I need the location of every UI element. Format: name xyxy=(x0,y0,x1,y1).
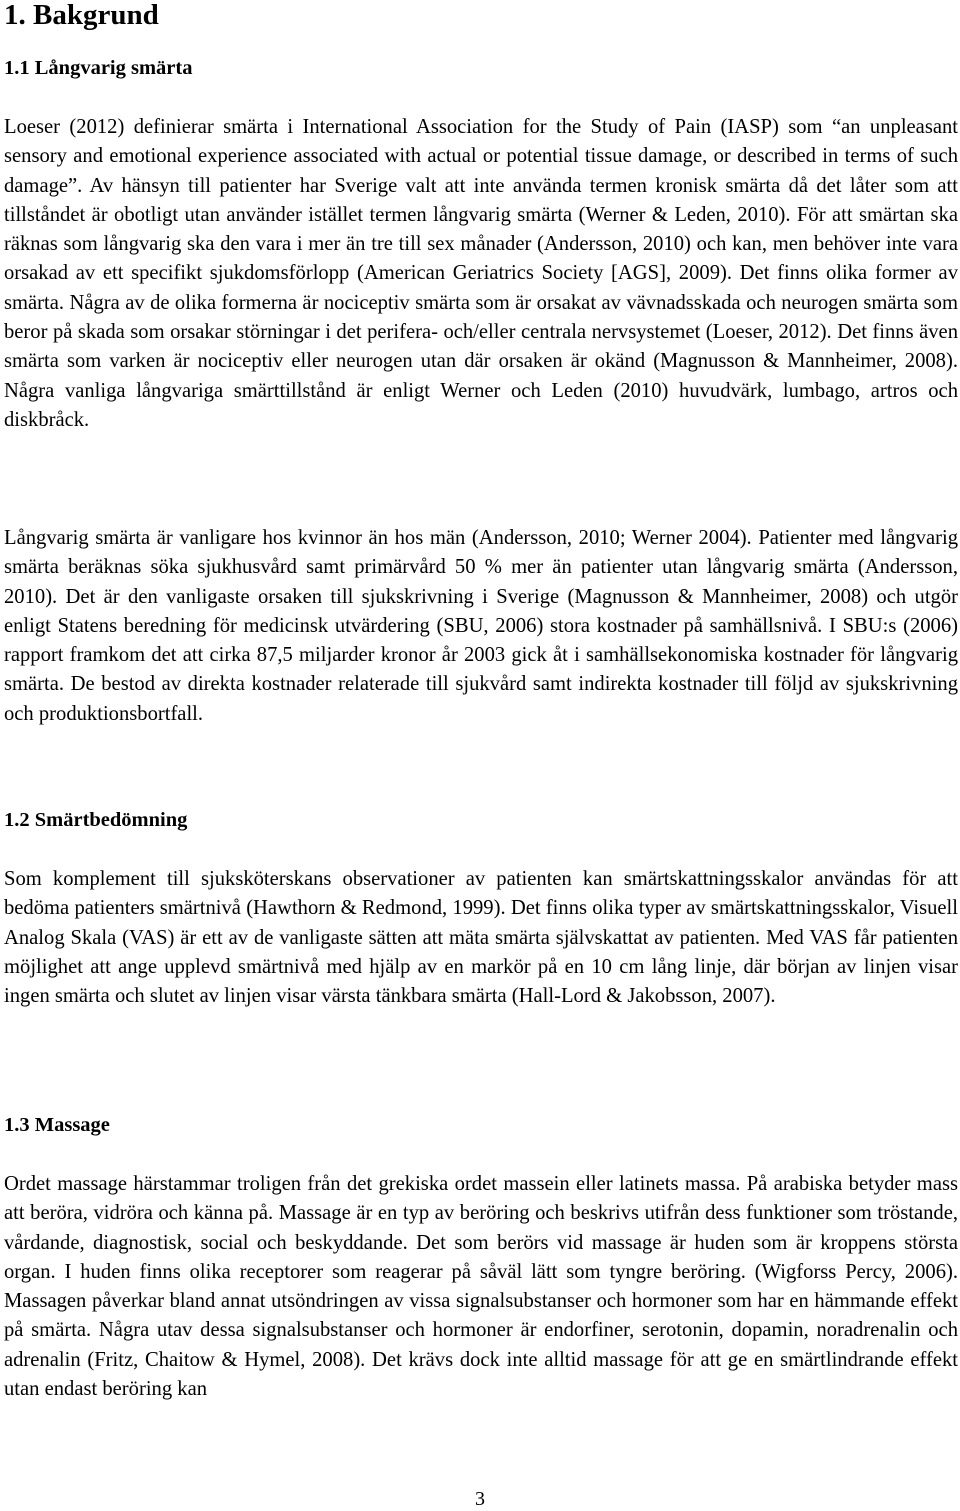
paragraph-1-3: Ordet massage härstammar troligen från det grekiska ordet massein eller latinets massa. På arabiska betyder mass att beröra, vidröra och känna på. Massage är en typ av beröring och beskrivs utifrån dess funktioner som tröstande, vårdande, diagnostisk, social och beskyddande. Det som berörs vid massage är huden som är kroppens största organ. I huden finns olika receptorer som reagerar på såväl lätt som tyngre beröring. (Wigforss Percy, 2006). Massagen påverkar bland annat utsöndringen av vissa signalsubstanser och hormoner som har en hämmande effekt på smärta. Några utav dessa signalsubstanser och hormoner är endorfiner, serotonin, dopamin, noradrenalin och adrenalin (Fritz, Chaitow & Hymel, 2008). Det krävs dock inte alltid massage för att ge en smärtlindrande effekt utan endast beröring kan xyxy=(4,1173,958,1401)
chapter-heading: 1. Bakgrund xyxy=(4,0,159,31)
section-heading-1-3: 1.3 Massage xyxy=(4,1114,110,1136)
paragraph-1-1-a: Loeser (2012) definierar smärta i International Association for the Study of Pain (IASP) som “an unpleasant sensory and emotional experience associated with actual or potential tissue damage, or described in terms of such damage”. Av hänsyn till patienter har Sverige valt att inte använda termen kronisk smärta då det låter som att tillståndet är obotligt utan använder istället termen långvarig smärta (Werner & Leden, 2010). För att smärtan ska räknas som långvarig ska den vara i mer än tre till sex månader (Andersson, 2010) och kan, men behöver inte vara orsakad av ett specifikt sjukdomsförlopp (American Geriatrics Society [AGS], 2009). Det finns olika former av smärta. Några av de olika formerna är nociceptiv smärta som är orsakat av vävnadsskada och neurogen smärta som beror på skada som orsakar störningar i det perifera- och/eller centrala nervsystemet (Loeser, 2012). Det finns även smärta som varken är nociceptiv eller neurogen utan där orsaken är okänd (Magnusson & Mannheimer, 2008). Några vanliga långvariga smärttillstånd är enligt Werner och Leden (2010) huvudvärk, lumbago, artros och diskbråck. xyxy=(4,116,958,431)
page-number: 3 xyxy=(475,1488,485,1510)
paragraph-1-2: Som komplement till sjuksköterskans observationer av patienten kan smärtskattningsskalor användas för att bedöma patienters smärtnivå (Hawthorn & Redmond, 1999). Det finns olika typer av smärtskattningsskalor, Visuell Analog Skala (VAS) är ett av de vanligaste sätten att mäta smärta självskattat av patienten. Med VAS får patienten möjlighet att ange upplevd smärtnivå med hjälp av en markör på en 10 cm lång linje, där början av linjen visar ingen smärta och slutet av linjen visar värsta tänkbara smärta (Hall-Lord & Jakobsson, 2007). xyxy=(4,868,958,1008)
paragraph-1-1-b: Långvarig smärta är vanligare hos kvinnor än hos män (Andersson, 2010; Werner 2004). Patienter med långvarig smärta beräknas söka sjukhusvård samt primärvård 50 % mer än patienter utan långvarig smärta (Andersson, 2010). Det är den vanligaste orsaken till sjukskrivning i Sverige (Magnusson & Mannheimer, 2008) och utgör enligt Statens beredning för medicinsk utvärdering (SBU, 2006) stora kostnader på samhällsnivå. I SBU:s (2006) rapport framkom det att cirka 87,5 miljarder kronor år 2003 gick åt i samhällsekonomiska kostnader för långvarig smärta. De bestod av direkta kostnader relaterade till sjukvård samt indirekta kostnader till följd av sjukskrivning och produktionsbortfall. xyxy=(4,527,958,725)
section-heading-1-1: 1.1 Långvarig smärta xyxy=(4,57,193,79)
section-heading-1-2: 1.2 Smärtbedömning xyxy=(4,809,188,831)
